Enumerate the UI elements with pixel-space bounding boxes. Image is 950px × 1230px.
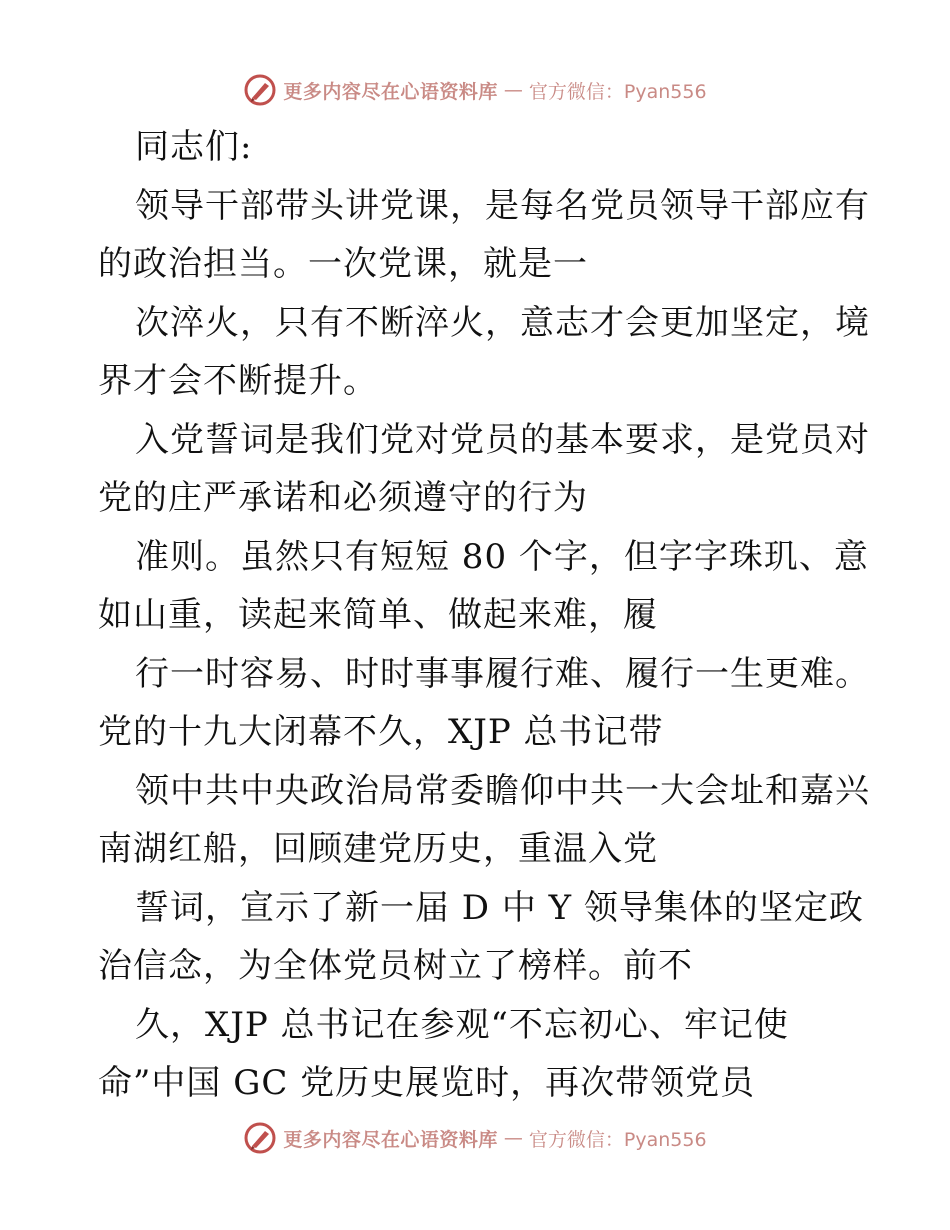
text-line: 命”中国 GC 党历史展览时，再次带领党员: [98, 1063, 756, 1103]
text-line: 领导干部带头讲党课，是每名党员领导干部应有: [135, 185, 870, 226]
text-line: 南湖红船，回顾建党历史，重温入党: [98, 829, 658, 869]
pen-logo-icon: [243, 1121, 277, 1155]
header-banner: [0, 70, 950, 110]
text-line: 治信念，为全体党员树立了榜样。前不: [98, 946, 693, 986]
text-line: 如山重，读起来简单、做起来难，履: [98, 595, 658, 635]
document-body: [98, 118, 870, 1113]
text-line: 入党誓词是我们党对党员的基本要求，是党员对: [135, 419, 870, 460]
text-line: 久，XJP 总书记在参观“不忘初心、牢记使: [135, 1004, 789, 1045]
footer-banner: [0, 1118, 950, 1158]
banner-separator: —: [503, 1127, 523, 1149]
banner-account-text: 官方微信：Pyan556: [528, 1128, 707, 1151]
banner-brand-text: 更多内容尽在心语资料库: [283, 1128, 498, 1151]
text-line: 誓词，宣示了新一届 D 中 Y 领导集体的坚定政: [135, 887, 864, 928]
text-line: 界才会不断提升。: [98, 361, 378, 401]
text-line: 准则。虽然只有短短 80 个字，但字字珠玑、意: [135, 536, 869, 577]
text-line: 领中共中央政治局常委瞻仰中共一大会址和嘉兴: [135, 770, 870, 811]
banner-account-text: 官方微信：Pyan556: [528, 80, 707, 103]
text-line: 次淬火，只有不断淬火，意志才会更加坚定，境: [135, 302, 870, 343]
text-line: 行一时容易、时时事事履行难、履行一生更难。: [135, 653, 870, 694]
text-line: 的政治担当。一次党课，就是一: [98, 244, 588, 284]
banner-separator: —: [503, 79, 523, 101]
pen-logo-icon: [243, 73, 277, 107]
banner-brand-text: 更多内容尽在心语资料库: [283, 80, 498, 103]
text-line: 党的庄严承诺和必须遵守的行为: [98, 478, 588, 518]
text-line: 同志们:: [135, 127, 253, 167]
text-line: 党的十九大闭幕不久，XJP 总书记带: [98, 712, 664, 752]
